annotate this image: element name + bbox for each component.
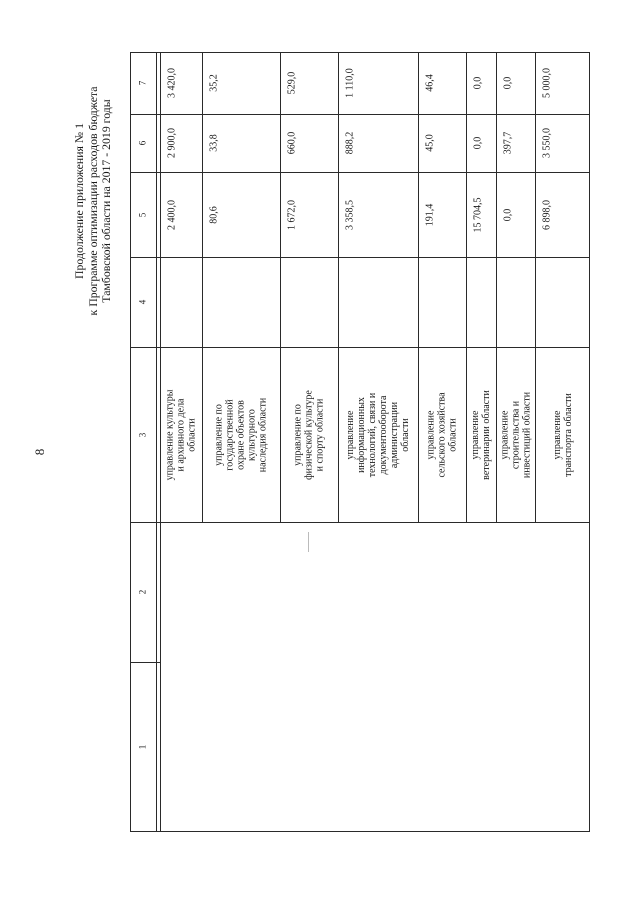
cell-col-5 bbox=[202, 172, 280, 257]
cell-col-7 bbox=[202, 52, 280, 114]
heading-line-2: к Программе оптимизации расходов бюджета bbox=[85, 86, 100, 316]
column-header-cell bbox=[130, 52, 156, 114]
heading-line-1: Продолжение приложения № 1 bbox=[71, 123, 86, 280]
cell-col-6 bbox=[160, 114, 202, 172]
amount-value: 80,6 bbox=[208, 205, 220, 224]
cell-col-5 bbox=[160, 172, 202, 257]
amount-value: 1 110,0 bbox=[344, 68, 356, 98]
header-separator bbox=[156, 52, 157, 832]
cell-col-3 bbox=[418, 347, 466, 522]
column-header-cell bbox=[130, 347, 156, 522]
amount-value: 3 420,0 bbox=[166, 68, 178, 98]
amount-value: 888,2 bbox=[344, 131, 356, 155]
cell-col-6 bbox=[280, 114, 338, 172]
amount-value: 3 550,0 bbox=[541, 128, 553, 158]
column-header-label: 6 bbox=[137, 140, 148, 146]
department-name: управление культуры и архивного дела области bbox=[164, 389, 198, 480]
cell-col-7 bbox=[418, 52, 466, 114]
department-name: управление ветеринарии области bbox=[470, 389, 492, 480]
amount-value: 33,8 bbox=[208, 134, 220, 152]
cell-col-7 bbox=[535, 52, 590, 114]
cell-col-3 bbox=[466, 347, 496, 522]
amount-value: 397,7 bbox=[502, 131, 514, 155]
department-name: управление транспорта области bbox=[551, 392, 574, 477]
amount-value: 3 358,5 bbox=[344, 199, 356, 230]
department-name: управление информационных технологий, связи и документооборота администрации области bbox=[345, 392, 411, 477]
department-name: управление строительства и инвестиций области bbox=[499, 391, 532, 478]
amount-value: 0,0 bbox=[502, 208, 514, 221]
cell-col-6 bbox=[535, 114, 590, 172]
amount-value: 0,0 bbox=[472, 136, 484, 150]
cell-col-5 bbox=[466, 172, 496, 257]
amount-value: 6 898,0 bbox=[541, 199, 553, 230]
cell-col-6 bbox=[496, 114, 535, 172]
amount-value: 0,0 bbox=[502, 76, 514, 90]
amount-value: 5 000,0 bbox=[541, 68, 553, 98]
cell-col-5 bbox=[535, 172, 590, 257]
column-header-label: 3 bbox=[137, 432, 148, 437]
amount-value: 15 704,5 bbox=[472, 197, 484, 232]
amount-value: 46,4 bbox=[424, 74, 436, 92]
amount-value: 0,0 bbox=[472, 76, 484, 90]
cell-col-7 bbox=[280, 52, 338, 114]
cell-col-3 bbox=[535, 347, 590, 522]
amount-value: 2 400,0 bbox=[166, 199, 178, 230]
cell-col-3 bbox=[202, 347, 280, 522]
amount-value: 191,4 bbox=[424, 203, 436, 226]
cell-col-5 bbox=[496, 172, 535, 257]
cell-col-5 bbox=[418, 172, 466, 257]
department-name: управление по государственной охране объектов культурного наследия области bbox=[213, 397, 269, 472]
amount-value: 1 672,0 bbox=[286, 199, 298, 230]
column-header-label: 4 bbox=[137, 299, 148, 305]
cell-col-6 bbox=[338, 114, 418, 172]
department-name: управление по физической культуре и спорту области bbox=[292, 389, 326, 480]
budget-table bbox=[130, 52, 590, 832]
cell-col-3 bbox=[338, 347, 418, 522]
cell-col-6 bbox=[202, 114, 280, 172]
cell-col-7 bbox=[160, 52, 202, 114]
amount-value: 35,2 bbox=[208, 74, 220, 92]
cell-col-6 bbox=[466, 114, 496, 172]
cell-col-3 bbox=[160, 347, 202, 522]
page-number: 8 bbox=[32, 448, 47, 456]
column-header-label: 7 bbox=[137, 80, 148, 86]
department-name: управление сельского хозяйства области bbox=[425, 391, 459, 478]
column-header-cell bbox=[130, 172, 156, 257]
column-header-cell bbox=[130, 114, 156, 172]
cell-col-5 bbox=[280, 172, 338, 257]
cell-col-3 bbox=[496, 347, 535, 522]
column-header-label: 5 bbox=[137, 212, 148, 217]
cell-col-7 bbox=[338, 52, 418, 114]
amount-value: 529,0 bbox=[286, 71, 298, 95]
amount-value: 660,0 bbox=[286, 131, 298, 155]
column-header-label: 1 bbox=[137, 744, 148, 750]
cell-col-3 bbox=[280, 347, 338, 522]
document-heading bbox=[73, 51, 114, 351]
column-header-label: 2 bbox=[137, 589, 148, 595]
cell-col-7 bbox=[466, 52, 496, 114]
column-header-cell bbox=[130, 662, 156, 832]
column-header-cell bbox=[130, 522, 156, 662]
amount-value: 45,0 bbox=[424, 134, 436, 152]
heading-line-3: Тамбовской области на 2017 - 2019 годы bbox=[98, 99, 113, 303]
cell-col-7 bbox=[496, 52, 535, 114]
cell-col-5 bbox=[338, 172, 418, 257]
cell-col-6 bbox=[418, 114, 466, 172]
column-header-cell bbox=[130, 257, 156, 347]
amount-value: 2 900,0 bbox=[166, 128, 178, 158]
